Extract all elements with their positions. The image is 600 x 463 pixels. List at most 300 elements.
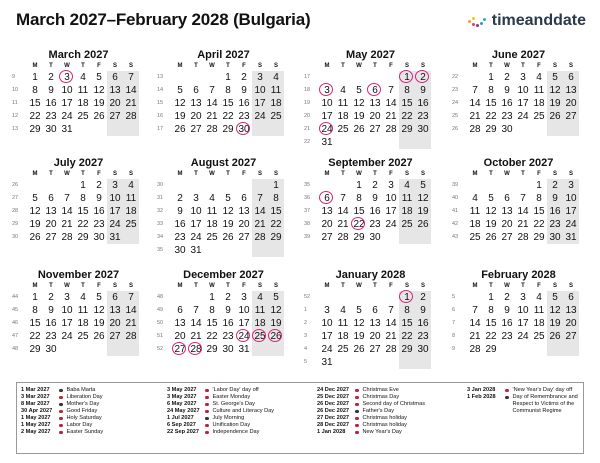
day-cell: 23: [501, 331, 513, 342]
week-row: [157, 192, 290, 205]
day-cell: 28: [123, 330, 139, 343]
day-cell: [367, 356, 383, 369]
day-cell: 24: [517, 111, 529, 122]
day-cell: [107, 343, 123, 356]
holiday-name: New Year's Day: [362, 429, 402, 435]
legend-item: [467, 408, 578, 415]
weekday-label: F: [242, 171, 246, 177]
day-cell: [268, 343, 284, 356]
logo-text: timeanddate: [491, 12, 586, 29]
legend-item: [21, 394, 103, 401]
week-row: [452, 179, 585, 192]
holiday-date: [467, 401, 505, 408]
day-cell: 4: [252, 291, 268, 304]
week-row: [452, 317, 585, 330]
day-cell: 6: [372, 305, 378, 316]
day-cell: 1: [209, 292, 215, 303]
day-cell: 5: [356, 85, 362, 96]
weekday-header: [452, 170, 585, 179]
holiday-day: 24: [236, 330, 252, 343]
bullet-icon: [355, 403, 359, 407]
day-cell: 30: [45, 124, 57, 135]
day-cell: 25: [206, 232, 218, 243]
day-cell: 2: [504, 72, 510, 83]
day-cell: [367, 136, 383, 149]
day-cell: 11: [77, 305, 89, 316]
day-cell: 20: [501, 219, 513, 230]
day-cell: [563, 343, 579, 356]
month-name: April 2027: [197, 49, 250, 61]
bullet-icon: [59, 417, 63, 421]
weekday-label: W: [356, 63, 362, 69]
day-cell: 7: [388, 305, 394, 316]
week-row: [304, 330, 437, 343]
holiday-name: Good Friday: [66, 408, 98, 414]
day-cell: 13: [174, 318, 186, 329]
day-cell: 28: [252, 231, 268, 244]
weekday-label: S: [552, 171, 557, 177]
day-cell: 17: [321, 111, 333, 122]
week-number: 35: [157, 247, 164, 253]
day-cell: 15: [399, 317, 415, 330]
week-row: [452, 330, 585, 343]
day-cell: 28: [469, 124, 481, 135]
page-title: March 2027–February 2028 (Bulgaria): [16, 10, 311, 29]
week-row: [304, 304, 437, 317]
day-cell: 29: [485, 124, 497, 135]
day-cell: 7: [340, 193, 346, 204]
day-cell: [515, 179, 531, 192]
bullet-icon: [355, 389, 359, 393]
legend-item: [167, 429, 274, 436]
weekday-label: T: [521, 63, 525, 69]
day-cell: 16: [547, 205, 563, 218]
week-number: 3: [304, 333, 308, 339]
day-cell: 21: [385, 111, 397, 122]
legend-item: [21, 415, 103, 422]
day-cell: [123, 123, 139, 136]
day-cell: [27, 179, 43, 192]
week-number: 12: [12, 113, 19, 119]
day-cell: 17: [61, 98, 73, 109]
weekday-label: T: [341, 63, 345, 69]
week-row: [12, 291, 145, 304]
day-cell: 21: [469, 111, 481, 122]
day-cell: 11: [399, 192, 415, 205]
week-row: [157, 179, 290, 192]
holiday-day: 30: [236, 123, 252, 136]
day-cell: 10: [321, 98, 333, 109]
holiday-day: 28: [188, 343, 204, 356]
weekday-label: S: [568, 63, 573, 69]
day-cell: 19: [93, 318, 105, 329]
month-calendar: [157, 268, 290, 356]
day-cell: [335, 291, 351, 304]
holiday-date: 2 May 2027: [21, 429, 51, 435]
day-cell: 15: [485, 318, 497, 329]
day-cell: 20: [563, 317, 579, 330]
day-cell: 19: [222, 219, 234, 230]
day-cell: [515, 343, 531, 356]
weekday-label: T: [81, 63, 85, 69]
legend-item: [21, 387, 103, 394]
day-cell: [547, 343, 563, 356]
holiday-name: Unification Day: [212, 422, 251, 428]
holiday-legend: [16, 382, 584, 454]
weekday-label: M: [324, 63, 330, 69]
day-cell: [399, 136, 415, 149]
day-cell: 2: [372, 180, 378, 191]
holiday-name: Independence Day: [212, 429, 260, 435]
day-cell: [204, 179, 220, 192]
week-number: 52: [304, 294, 311, 300]
day-cell: [123, 231, 139, 244]
day-cell: 17: [321, 331, 333, 342]
day-cell: 27: [238, 232, 250, 243]
day-cell: 12: [353, 318, 365, 329]
day-cell: 29: [29, 124, 41, 135]
week-row: [12, 330, 145, 343]
day-cell: 6: [107, 71, 123, 84]
day-cell: 17: [252, 97, 268, 110]
legend-column: [317, 387, 425, 436]
day-cell: [383, 356, 399, 369]
week-row: [304, 343, 437, 356]
holiday-name: Labor Day: [66, 422, 93, 428]
day-cell: 8: [488, 305, 494, 316]
day-cell: 5: [32, 193, 38, 204]
day-cell: 16: [93, 206, 105, 217]
holiday-date: 1 Mar 2027: [21, 387, 50, 393]
weekday-label: T: [81, 283, 85, 289]
day-cell: 12: [415, 192, 431, 205]
day-cell: 14: [517, 206, 529, 217]
weekday-label: S: [257, 171, 262, 177]
day-cell: 25: [77, 331, 89, 342]
day-cell: 1: [488, 72, 494, 83]
day-cell: 3: [563, 179, 579, 192]
day-cell: 29: [268, 231, 284, 244]
week-row: [304, 291, 437, 304]
holiday-name: Respect to Victims of the: [512, 401, 575, 407]
day-cell: 18: [533, 318, 545, 329]
weekday-header: [157, 170, 290, 179]
weekday-header: [12, 62, 145, 71]
weekday-label: W: [209, 63, 215, 69]
day-cell: 31: [107, 231, 123, 244]
week-number: 27: [12, 195, 19, 201]
holiday-day: 6: [367, 84, 383, 97]
weekday-label: S: [128, 283, 133, 289]
day-cell: 10: [517, 305, 529, 316]
day-cell: [188, 291, 204, 304]
holiday-date: 6 Sep 2027: [167, 422, 196, 428]
week-row: [12, 304, 145, 317]
week-number: 20: [304, 113, 311, 119]
week-number: 9: [12, 74, 16, 80]
week-row: [304, 97, 437, 110]
day-cell: 26: [93, 111, 105, 122]
day-cell: [123, 343, 139, 356]
week-row: [12, 71, 145, 84]
day-cell: [351, 291, 367, 304]
legend-item: [317, 429, 425, 436]
day-cell: 25: [399, 218, 415, 231]
day-cell: 2: [48, 292, 54, 303]
weekday-header: [157, 62, 290, 71]
month-name: July 2027: [53, 157, 104, 169]
day-cell: 15: [353, 206, 365, 217]
day-cell: 13: [369, 98, 381, 109]
day-cell: 5: [268, 291, 284, 304]
holiday-date: 3 May 2027: [167, 387, 197, 393]
day-cell: 7: [472, 305, 478, 316]
holiday-date: 1 Jan 2028: [317, 429, 346, 435]
day-cell: [383, 231, 399, 244]
day-cell: 5: [547, 71, 563, 84]
week-row: [304, 123, 437, 136]
day-cell: 15: [268, 205, 284, 218]
weekday-header: [304, 170, 437, 179]
weekday-label: S: [404, 171, 409, 177]
holiday-date: 28 Dec 2027: [317, 422, 350, 428]
weekday-label: W: [504, 63, 510, 69]
week-number: 43: [452, 234, 459, 240]
week-number: 28: [12, 208, 19, 214]
weekday-label: T: [49, 171, 53, 177]
day-cell: 1: [32, 72, 38, 83]
week-row: [157, 218, 290, 231]
weekday-label: S: [273, 171, 278, 177]
day-cell: [531, 123, 547, 136]
day-cell: 31: [61, 124, 73, 135]
day-cell: 22: [399, 330, 415, 343]
day-cell: 31: [190, 245, 202, 256]
day-cell: [59, 343, 75, 356]
month-calendar: [452, 268, 585, 356]
day-cell: 18: [77, 98, 89, 109]
day-cell: [172, 71, 188, 84]
day-cell: 13: [563, 304, 579, 317]
day-cell: 16: [501, 98, 513, 109]
month-calendar: [12, 268, 145, 356]
week-row: [157, 71, 290, 84]
day-cell: 31: [238, 344, 250, 355]
day-cell: 24: [563, 218, 579, 231]
day-cell: 19: [353, 111, 365, 122]
holiday-day: 1: [399, 291, 415, 304]
day-cell: 9: [504, 305, 510, 316]
week-number: 45: [12, 307, 19, 313]
day-cell: 11: [533, 85, 545, 96]
day-cell: 10: [61, 305, 73, 316]
holiday-date: 3 May 2027: [167, 394, 197, 400]
week-row: [304, 218, 437, 231]
bullet-icon: [205, 431, 209, 435]
day-cell: 24: [385, 219, 397, 230]
day-cell: 25: [533, 331, 545, 342]
weekday-label: M: [32, 171, 38, 177]
week-number: 22: [304, 139, 311, 145]
week-number: 38: [304, 221, 311, 227]
bullet-icon: [505, 410, 509, 414]
weekday-label: S: [552, 63, 557, 69]
day-cell: 13: [190, 98, 202, 109]
day-cell: 17: [238, 318, 250, 329]
weekday-label: F: [242, 63, 246, 69]
day-cell: 19: [485, 219, 497, 230]
day-cell: 24: [107, 218, 123, 231]
legend-item: [167, 394, 274, 401]
month-name: October 2027: [483, 157, 554, 169]
week-row: [12, 97, 145, 110]
bullet-icon: [505, 396, 509, 400]
week-row: [452, 343, 585, 356]
legend-item: [167, 422, 274, 429]
week-row: [304, 84, 437, 97]
day-cell: 27: [563, 330, 579, 343]
weekday-label: S: [568, 171, 573, 177]
day-cell: 11: [268, 84, 284, 97]
holiday-date: 1 May 2027: [21, 422, 51, 428]
day-cell: [351, 356, 367, 369]
holiday-date: 30 Apr 2027: [21, 408, 53, 414]
day-cell: [236, 244, 252, 257]
week-number: 17: [157, 126, 164, 132]
week-row: [12, 343, 145, 356]
month-name: January 2028: [335, 269, 406, 281]
day-cell: [268, 244, 284, 257]
week-row: [452, 71, 585, 84]
day-cell: 10: [252, 84, 268, 97]
day-cell: [252, 244, 268, 257]
day-cell: 25: [268, 110, 284, 123]
week-row: [452, 84, 585, 97]
week-number: 13: [12, 126, 19, 132]
day-cell: [107, 123, 123, 136]
day-cell: [91, 123, 107, 136]
day-cell: 30: [369, 232, 381, 243]
day-cell: 20: [369, 111, 381, 122]
weekday-label: F: [537, 63, 541, 69]
holiday-date: 27 Dec 2027: [317, 415, 350, 421]
weekday-label: F: [97, 63, 101, 69]
day-cell: 1: [356, 180, 362, 191]
day-cell: 20: [174, 331, 186, 342]
week-row: [157, 304, 290, 317]
day-cell: 23: [222, 331, 234, 342]
bullet-icon: [205, 417, 209, 421]
week-number: 30: [12, 234, 19, 240]
week-number: 19: [304, 100, 311, 106]
week-number: 30: [157, 182, 164, 188]
bullet-icon: [205, 396, 209, 400]
day-cell: [467, 71, 483, 84]
day-cell: 7: [209, 85, 215, 96]
legend-item: [317, 415, 425, 422]
weekday-label: F: [537, 171, 541, 177]
day-cell: 13: [107, 304, 123, 317]
day-cell: 5: [547, 291, 563, 304]
holiday-name: Culture and Literacy Day: [212, 408, 275, 414]
legend-item: [317, 387, 425, 394]
day-cell: 3: [324, 305, 330, 316]
day-cell: [415, 136, 431, 149]
week-row: [12, 192, 145, 205]
holiday-name: July Morning: [212, 415, 245, 421]
day-cell: 10: [385, 193, 397, 204]
holiday-day: 24: [319, 123, 335, 136]
day-cell: 2: [225, 292, 231, 303]
day-cell: 21: [190, 331, 202, 342]
day-cell: 15: [485, 98, 497, 109]
day-cell: 11: [77, 85, 89, 96]
day-cell: 28: [517, 232, 529, 243]
week-number: 36: [304, 195, 311, 201]
day-cell: [188, 179, 204, 192]
day-cell: 13: [321, 206, 333, 217]
day-cell: 8: [32, 305, 38, 316]
day-cell: 26: [29, 232, 41, 243]
week-row: [12, 218, 145, 231]
week-row: [157, 84, 290, 97]
day-cell: [499, 343, 515, 356]
day-cell: 12: [222, 206, 234, 217]
day-cell: 20: [321, 219, 333, 230]
week-number: 5: [304, 359, 308, 365]
day-cell: 4: [268, 71, 284, 84]
day-cell: 9: [547, 192, 563, 205]
day-cell: 26: [547, 110, 563, 123]
day-cell: 3: [241, 292, 247, 303]
day-cell: 9: [225, 305, 231, 316]
week-row: [157, 110, 290, 123]
holiday-name: Day of Remembrance and: [512, 394, 578, 400]
day-cell: 16: [369, 206, 381, 217]
bullet-icon: [355, 424, 359, 428]
weekday-label: T: [49, 63, 53, 69]
weekday-label: W: [504, 171, 510, 177]
day-cell: 15: [399, 97, 415, 110]
legend-item: [167, 401, 274, 408]
day-cell: [91, 343, 107, 356]
day-cell: 27: [321, 232, 333, 243]
day-cell: 30: [415, 123, 431, 136]
day-cell: 21: [61, 219, 73, 230]
week-number: 52: [157, 346, 164, 352]
week-number: 10: [12, 87, 19, 93]
week-row: [157, 205, 290, 218]
day-cell: 11: [533, 305, 545, 316]
day-cell: 28: [385, 124, 397, 135]
week-row: [452, 231, 585, 244]
weekday-label: S: [112, 63, 117, 69]
day-cell: 21: [206, 111, 218, 122]
day-cell: 24: [252, 110, 268, 123]
day-cell: [531, 343, 547, 356]
week-number: 44: [12, 294, 19, 300]
weekday-label: M: [324, 171, 330, 177]
holiday-name: Baba Marta: [66, 387, 96, 393]
holiday-name: Father's Day: [362, 408, 395, 414]
legend-column: [467, 387, 578, 415]
logo[interactable]: [468, 12, 586, 30]
day-cell: 10: [107, 192, 123, 205]
day-cell: 12: [547, 304, 563, 317]
day-cell: 21: [123, 317, 139, 330]
month-name: September 2027: [328, 157, 413, 169]
bullet-icon: [59, 424, 63, 428]
